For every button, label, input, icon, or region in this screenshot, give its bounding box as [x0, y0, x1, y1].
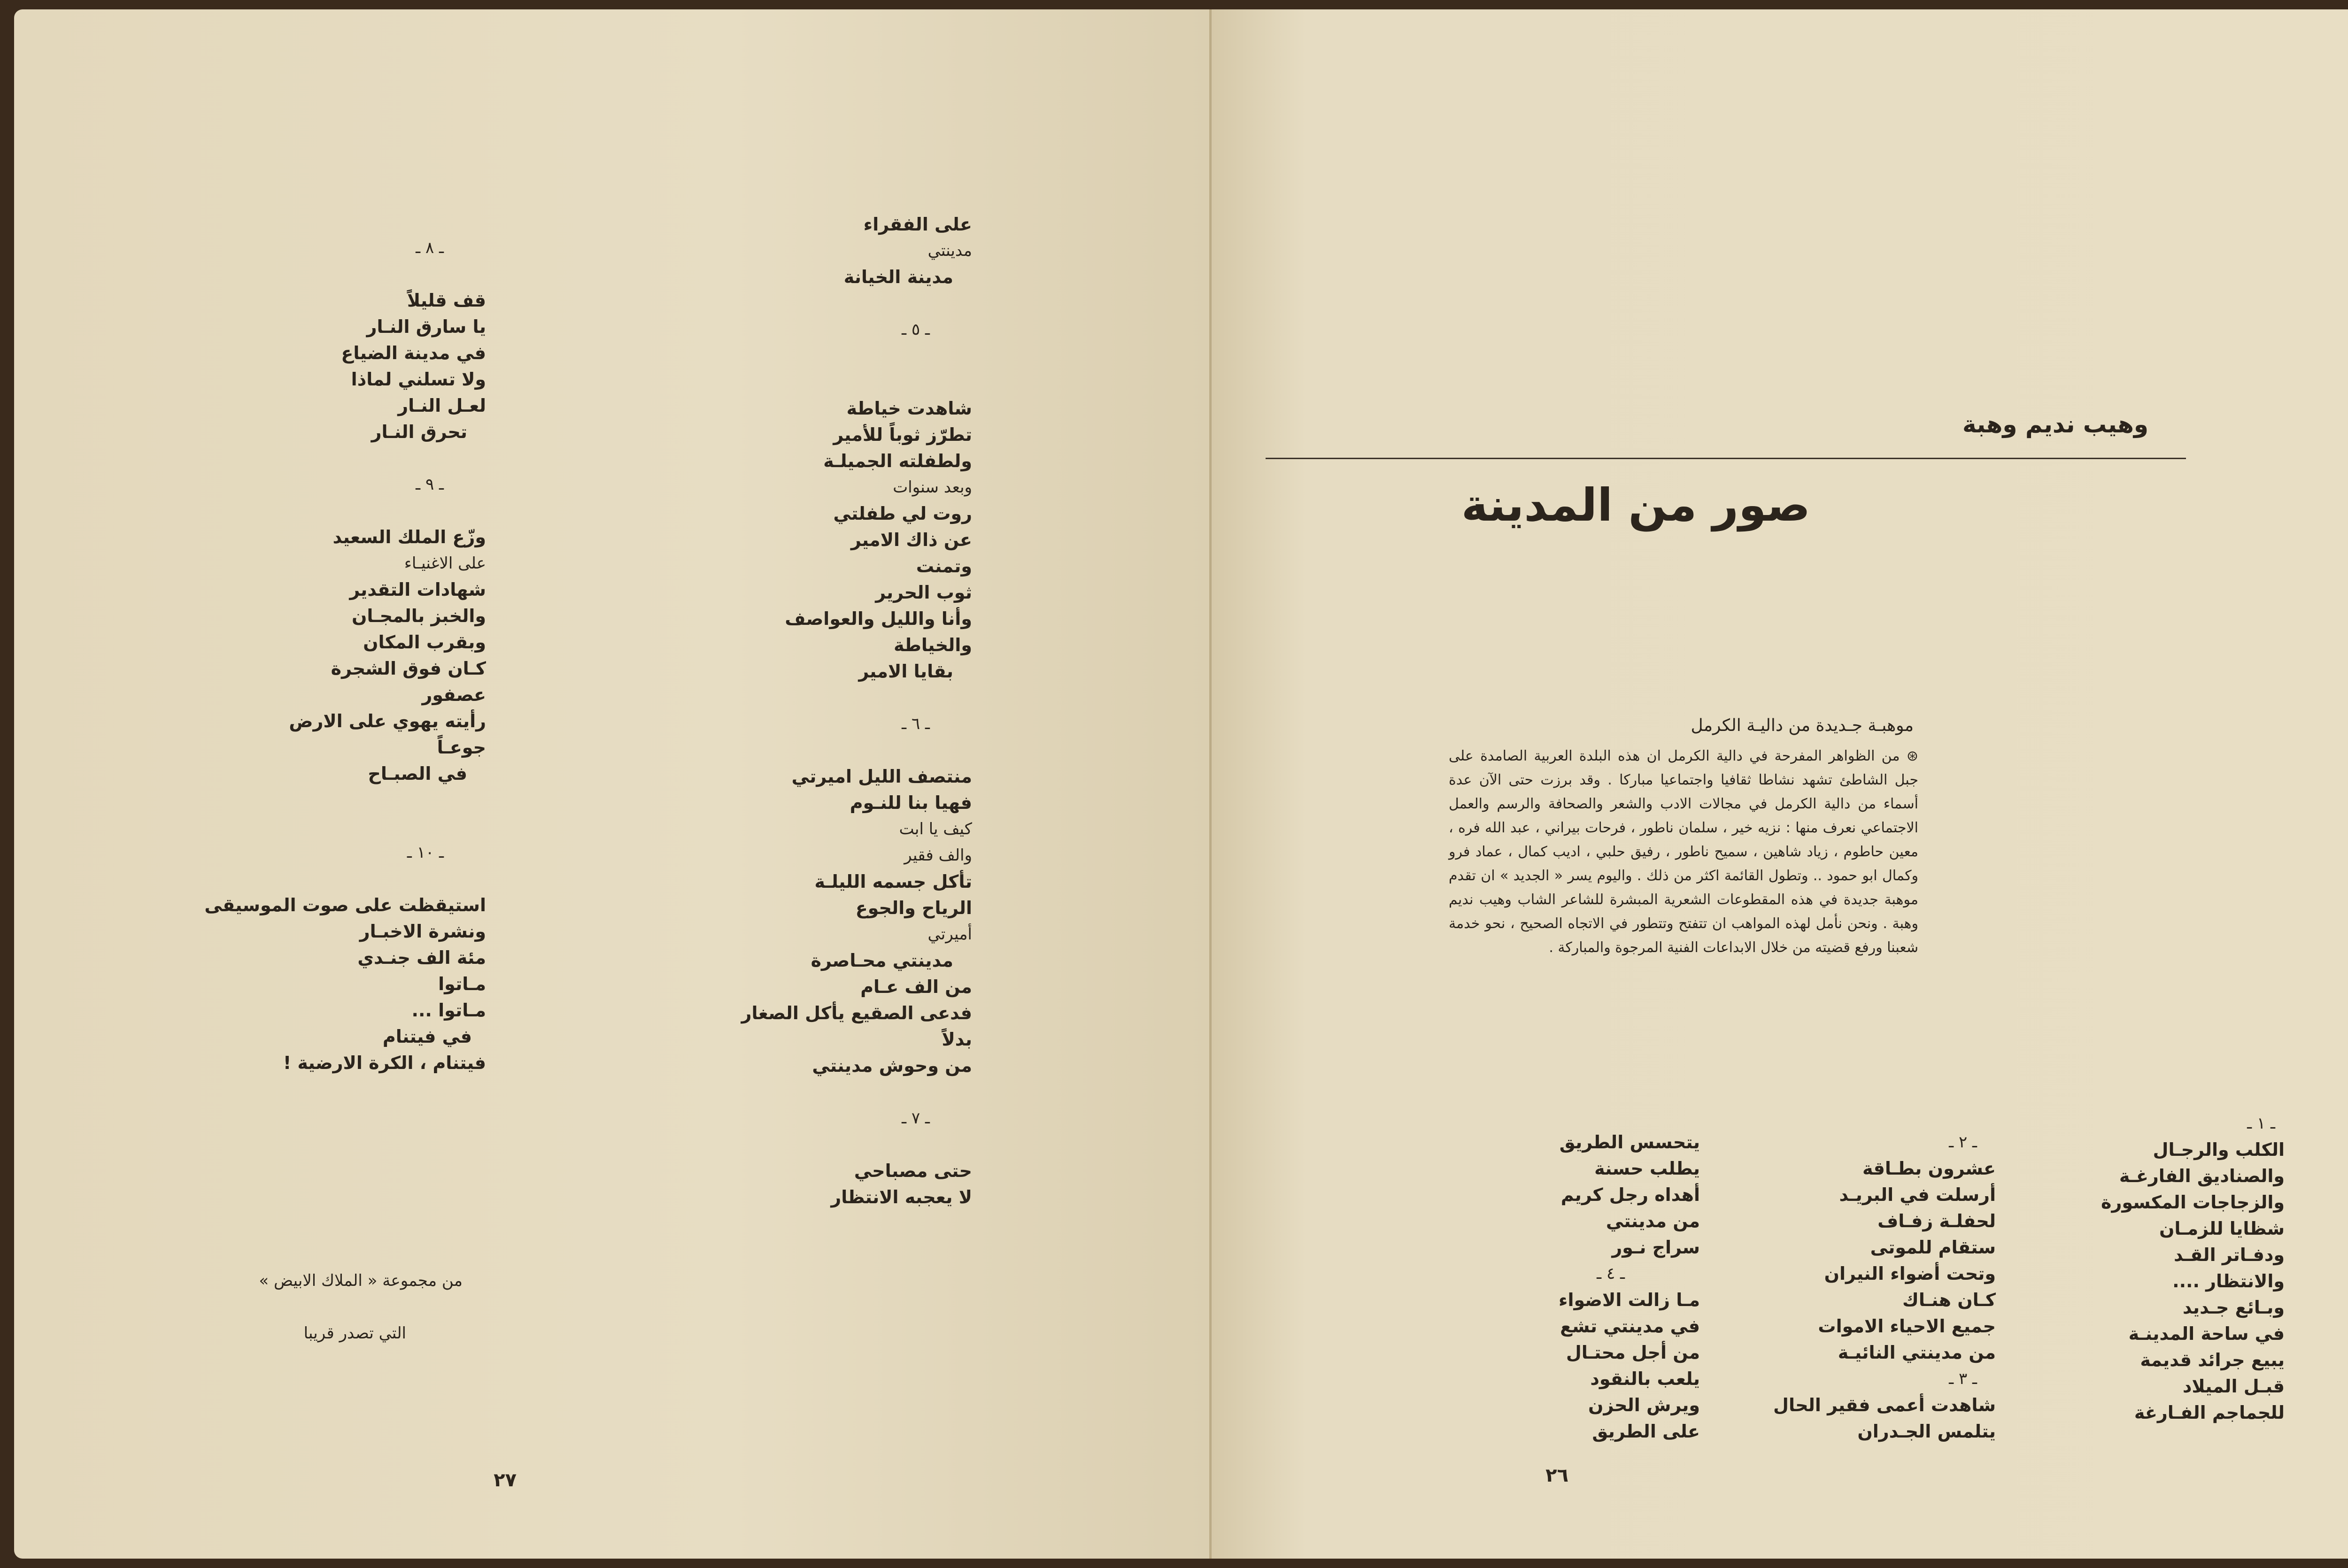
source-line: التي تصدر قريبا [303, 1324, 406, 1343]
poem-line: حتى مصباحي [854, 1161, 972, 1181]
intro-heading: موهبـة جـديدة من داليـة الكرمل [1691, 716, 1914, 735]
poem-column-3 [1559, 1129, 1700, 1445]
poem-line: للجماجم الفـارغة [2134, 1402, 2285, 1423]
poem-line: والف فقير [904, 846, 972, 865]
poem-column-1 [2101, 1110, 2285, 1426]
poem-column-b [204, 235, 486, 1076]
poem-line: وبـائع جـديد [2182, 1297, 2285, 1318]
source-note [259, 1268, 463, 1346]
poem-line: فهيا بنا للنـوم [850, 792, 972, 813]
poem-line: والخياطة [894, 635, 972, 655]
poem-line: كـان هنـاك [1902, 1290, 1996, 1310]
poem-line: مـاتوا [438, 974, 486, 994]
poem-line: شاهدت خياطة [846, 398, 972, 419]
left-page [14, 9, 1209, 1559]
section-number-5: ـ ٥ ـ [902, 320, 930, 339]
poem-line: وزّع الملك السعيد [332, 527, 486, 547]
poem-line: شاهدت أعمى فقير الحال [1773, 1395, 1996, 1415]
page-number: ٢٧ [494, 1469, 517, 1491]
poem-line: من الف عـام [860, 976, 972, 997]
poem-line: الرياح والجوع [855, 898, 972, 918]
poem-line: يبيع جرائد قديمة [2140, 1350, 2285, 1370]
poem-line: يتحسس الطريق [1559, 1132, 1700, 1153]
poem-line: والانتظار .... [2172, 1271, 2285, 1291]
poem-line: على الطريق [1592, 1421, 1700, 1442]
section-number-9: ـ ٩ ـ [416, 475, 444, 494]
poem-line: من أجل محتـال [1566, 1342, 1700, 1363]
poem-section-9 [204, 524, 486, 787]
poem-line: تحرق النـار [371, 422, 467, 442]
poem-line: لعـل النـار [398, 395, 486, 416]
poem-line: وبعد سنوات [893, 478, 972, 497]
poem-line: قف قليلاً [407, 290, 486, 311]
poem-section-2 [1773, 1155, 1996, 1366]
poem-line: أرسلت في البريـد [1839, 1184, 1996, 1205]
poem-section-6 [741, 763, 972, 1079]
poem-line: من مدينتي [1606, 1211, 1700, 1231]
section-number-6: ـ ٦ ـ [902, 715, 930, 733]
right-page [1212, 9, 2348, 1559]
poem-line: والزجاجات المكسورة [2101, 1192, 2285, 1213]
poem-line: ثوب الحرير [875, 582, 972, 603]
poem-line: ولطفلته الجميلـة [823, 451, 972, 471]
poem-line: ولا تسلني لماذا [351, 369, 486, 390]
poem-line: ودفـاتر القـد [2174, 1245, 2285, 1265]
poem-line: في الصبـاح [368, 763, 467, 784]
poem-section-10 [204, 892, 486, 1076]
author-rule [1266, 458, 2186, 459]
section-number-4: ـ ٤ ـ [1597, 1264, 1625, 1283]
poem-section-3 [1773, 1392, 1996, 1445]
poem-line: شهادات التقدير [349, 579, 486, 600]
poem-line: تطرّز ثوباً للأمير [833, 424, 972, 445]
poem-line: مدينتي محـاصرة [811, 950, 953, 971]
section-number-1: ـ ١ ـ [2247, 1114, 2275, 1133]
source-line: من مجموعة « الملاك الابيض » [259, 1271, 463, 1290]
poem-line: في ساحة المدينـة [2128, 1323, 2285, 1344]
poem-line: على الفقراء [863, 214, 972, 235]
poem-line: عشرون بطـاقة [1862, 1158, 1996, 1179]
poem-line: فدعى الصقيع يأكل الصغار [741, 1003, 972, 1023]
poem-line: استيقظت على صوت الموسيقى [204, 895, 486, 915]
poem-line: ونشرة الاخبـار [359, 921, 486, 942]
poem-section-5 [741, 395, 972, 684]
poem-line: بدلاً [942, 1029, 972, 1050]
poem-lines-top [741, 211, 972, 290]
poem-line: رأيته يهوي على الارض [289, 711, 486, 731]
poem-line: في مدينتي تشع [1560, 1316, 1700, 1337]
poem-line: في فيتنام [382, 1026, 472, 1047]
poem-line: جميع الاحياء الاموات [1818, 1316, 1996, 1337]
poem-line: يا سارق النـار [366, 316, 486, 337]
poem-line: والصناديق الفارغـة [2119, 1166, 2285, 1186]
poem-line: من وحوش مدينتي [812, 1055, 972, 1076]
poem-line: لحفلـة زفـاف [1877, 1211, 1996, 1231]
poem-line: على الاغنيـاء [404, 554, 486, 573]
section-number-8: ـ ٨ ـ [416, 238, 444, 257]
poem-line: مدينتي [927, 241, 972, 260]
poem-line: وبقرب المكان [363, 632, 486, 653]
poem-section-4 [1559, 1287, 1700, 1445]
section-number-3: ـ ٣ ـ [1949, 1369, 1977, 1388]
poem-line: مئة الف جنـدي [357, 947, 486, 968]
poem-line: جوعـاً [437, 737, 486, 758]
poem-section-8 [204, 287, 486, 445]
poem-section-1 [2101, 1137, 2285, 1426]
intro-paragraph: ⊛ من الظواهر المفرحة في دالية الكرمل ان هذه البلدة العربية الصامدة على جبل الشاطئ تشهد نشاطا ثقافيا واجتماعيا مباركا . وقد برزت حتى الآن عدة أسماء من دالية الكرمل في مجالات الادب والشعر والصحافة والرسم والعمل الاجتماعي نعرف منها : نزيه خير ، سلمان ناطور ، فرحات بيراني ، عبد الله فره ، معين حاطوم ، زياد شاهين ، سميح ناطور ، رفيق حلبي ، اديب كمال ، عماد فرو وكمال ابو حمود .. وتطول القائمة اكثر من ذلك . واليوم يسر « الجديد » ان تقدم موهبة جديدة في هذه المقطوعات الشعرية المبشرة للشاعر الشاب وهيب نديم وهبة . ونحن نأمل لهذه المواهب ان تتفتح وتتطور في الاتجاه الصحيح ، نحو خدمة شعبنا ورفع قضيته من خلال الابداعات الفنية المرجوة والمباركة . [1449, 748, 1918, 956]
poem-line: بقايا الامير [858, 661, 953, 682]
page-number: ٢٦ [1545, 1465, 1568, 1486]
poem-line: قبـل الميلاد [2182, 1376, 2285, 1397]
poem-line: وتمنت [916, 556, 972, 576]
poem-line: فيتنام ، الكرة الارضية ! [283, 1053, 486, 1073]
poem-line: منتصف الليل اميرتي [791, 766, 972, 787]
poem-line: ويرش الحزن [1588, 1395, 1700, 1415]
poem-line: مدينة الخيانة [843, 267, 953, 287]
poem-line: عصفور [422, 684, 486, 705]
poem-line: أهداه رجل كريم [1560, 1184, 1700, 1205]
poem-line: تأكل جسمه الليلـة [814, 871, 972, 892]
section-number-2: ـ ٢ ـ [1949, 1133, 1977, 1152]
poem-line: مـا زالت الاضواء [1559, 1290, 1700, 1310]
poem-line: في مدينة الضياع [341, 343, 486, 363]
author-name: وهيب نديم وهبة [1962, 411, 2148, 438]
poem-line: ستقام للموتى [1870, 1237, 1996, 1258]
poem-line: يلعب بالنقود [1590, 1368, 1700, 1389]
poem-line: يتلمس الجـدران [1857, 1421, 1996, 1442]
poem-line: والخبز بالمجـان [351, 606, 486, 626]
poem-line: وأنا والليل والعواصف [785, 608, 972, 629]
poem-line: لا يعجبه الانتظار [831, 1187, 972, 1207]
poem-line: أميرتي [927, 925, 972, 944]
poem-line: عن ذاك الامير [851, 530, 972, 550]
poem-column-2 [1773, 1129, 1996, 1445]
poem-line: الكلب والرجـال [2153, 1139, 2285, 1160]
poem-line: سراج نـور [1612, 1237, 1700, 1258]
poem-line: كـان فوق الشجرة [331, 658, 486, 679]
poem-line: يطلب حسنة [1594, 1158, 1700, 1179]
poem-section-7 [741, 1158, 972, 1210]
poem-line: من مدينتي النائيـة [1838, 1342, 1996, 1363]
article-title: صور من المدينة [1461, 479, 1810, 531]
poem-lines-top [1559, 1129, 1700, 1261]
poem-line: كيف يا ابت [899, 820, 972, 838]
poem-line: شظايا للزمـان [2159, 1218, 2285, 1239]
poem-line: وتحت أضواء النيران [1824, 1263, 1996, 1284]
section-number-10: ـ ١٠ ـ [407, 843, 444, 862]
poem-column-a [741, 211, 972, 1210]
section-number-7: ـ ٧ ـ [902, 1109, 930, 1128]
poem-line: روت لي طفلتي [833, 503, 972, 524]
poem-line: مـاتوا ... [411, 1000, 486, 1021]
